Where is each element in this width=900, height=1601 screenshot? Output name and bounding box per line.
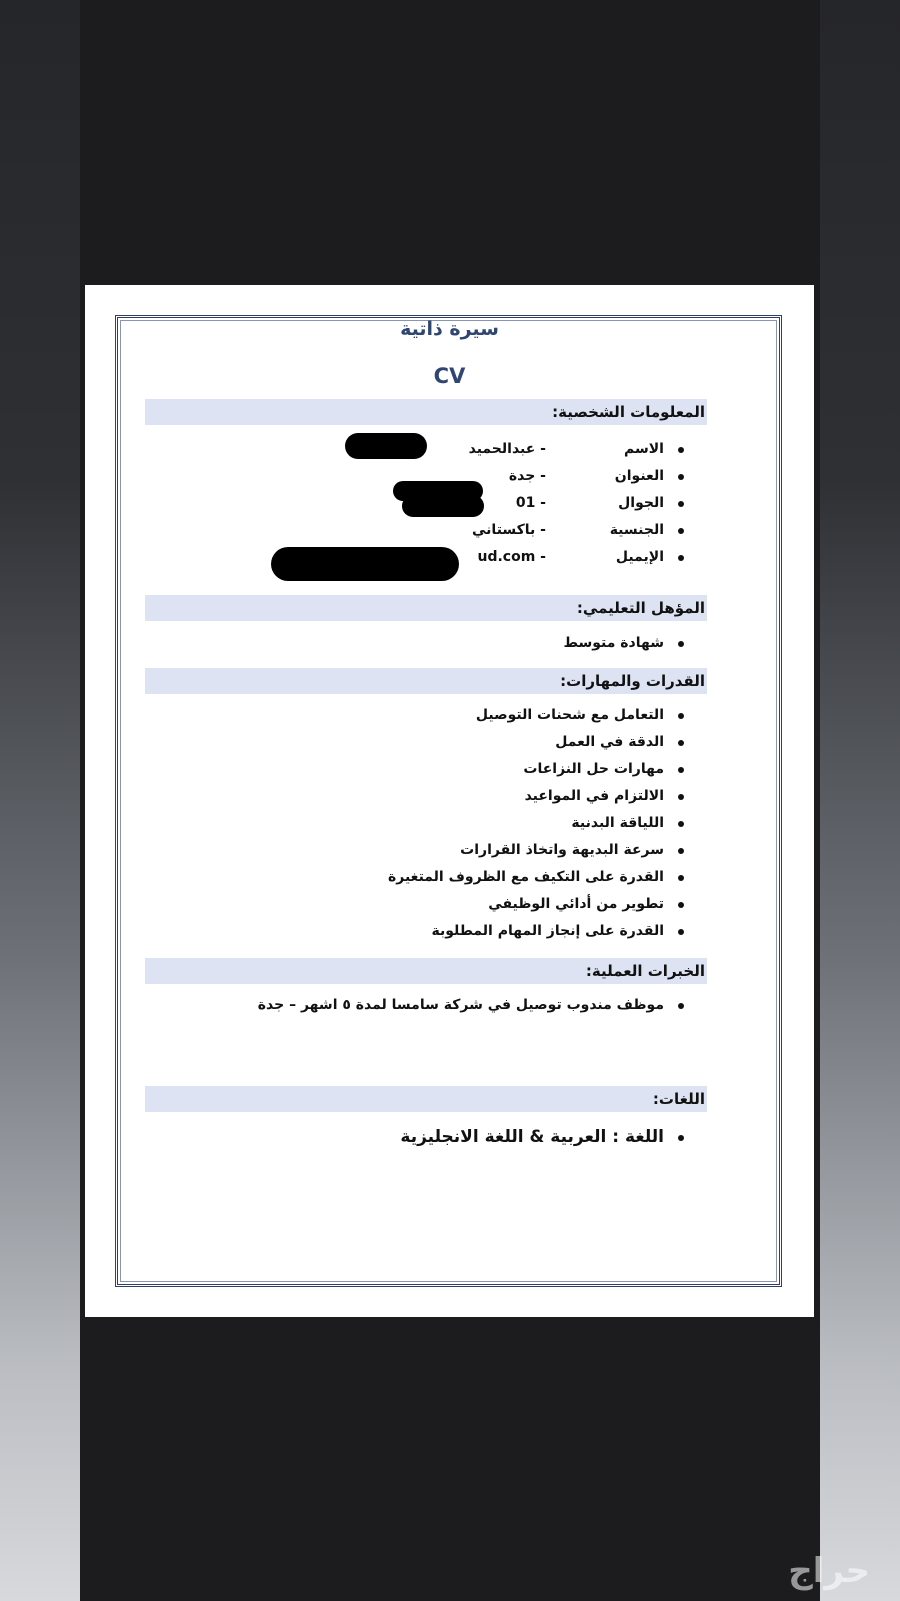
bullet: [678, 641, 684, 647]
bullet: [678, 767, 684, 773]
list-item: [388, 810, 664, 837]
info-row-mobile: [324, 490, 664, 517]
info-label: الاسم: [624, 441, 664, 457]
list-item: [400, 1121, 664, 1153]
info-value: - 01: [515, 495, 546, 511]
section-skills-heading: القدرات والمهارات:: [145, 668, 707, 694]
list-item: [388, 918, 664, 945]
skill-item: القدرة على التكيف مع الظروف المتغيرة: [387, 869, 664, 885]
list-item: [388, 729, 664, 756]
experience-list: [258, 992, 664, 1019]
skill-item: تطوير من أدائي الوظيفي: [488, 896, 664, 912]
cv-page: [85, 285, 814, 1317]
list-item: [563, 630, 664, 657]
skill-item: اللياقة البدنية: [571, 815, 664, 831]
list-item: [388, 702, 664, 729]
bullet: [678, 1003, 684, 1009]
education-item: شهادة متوسط: [563, 635, 664, 651]
section-languages-heading: اللغات:: [145, 1086, 707, 1112]
right-blur-panel: [820, 0, 900, 1601]
section-personal-heading: المعلومات الشخصية:: [145, 399, 707, 425]
info-value: - باكستاني: [472, 522, 546, 538]
skill-item: الدقة في العمل: [555, 734, 664, 750]
skill-item: التعامل مع شحنات التوصيل: [475, 707, 664, 723]
bullet: [678, 528, 684, 534]
info-value: - ud.com: [477, 549, 546, 565]
skills-list: [388, 702, 664, 945]
cv-title-arabic: سيرة ذاتية: [400, 318, 499, 340]
skill-item: القدرة على إنجاز المهام المطلوبة: [431, 923, 664, 939]
bullet: [678, 740, 684, 746]
list-item: [388, 756, 664, 783]
cv-title-english: CV: [433, 364, 466, 388]
info-label: العنوان: [614, 468, 664, 484]
bullet: [678, 929, 684, 935]
experience-item: موظف مندوب توصيل في شركة سامسا لمدة ٥ اشهر – جدة: [257, 997, 664, 1013]
list-item: [258, 992, 664, 1019]
skill-item: مهارات حل النزاعات: [523, 761, 664, 777]
bullet: [678, 821, 684, 827]
list-item: [388, 783, 664, 810]
info-value: - عبدالحميد: [468, 441, 546, 457]
info-label: الجنسية: [609, 522, 664, 538]
languages-list: [400, 1121, 664, 1153]
haraj-watermark: حراج: [788, 1551, 870, 1591]
left-blur-panel: [0, 0, 80, 1601]
redaction-mark: [345, 433, 427, 459]
skill-item: سرعة البديهة واتخاذ القرارات: [460, 842, 664, 858]
list-item: [388, 891, 664, 918]
language-item: اللغة : العربية & اللغة الانجليزية: [400, 1127, 664, 1147]
info-value: - جدة: [508, 468, 546, 484]
info-label: الجوال: [618, 495, 664, 511]
bullet: [678, 501, 684, 507]
section-experience-heading: الخبرات العملية:: [145, 958, 707, 984]
bullet: [678, 848, 684, 854]
skill-item: الالتزام في المواعيد: [524, 788, 664, 804]
list-item: [388, 864, 664, 891]
redaction-mark: [402, 495, 484, 517]
info-row-address: [324, 463, 664, 490]
bullet: [678, 794, 684, 800]
bullet: [678, 447, 684, 453]
bullet: [678, 1135, 684, 1141]
education-list: [563, 630, 664, 657]
bullet: [678, 713, 684, 719]
bullet: [678, 555, 684, 561]
section-education-heading: المؤهل التعليمي:: [145, 595, 707, 621]
info-label: الإيميل: [615, 549, 664, 565]
bullet: [678, 902, 684, 908]
redaction-mark: [271, 547, 459, 581]
bullet: [678, 875, 684, 881]
bullet: [678, 474, 684, 480]
list-item: [388, 837, 664, 864]
info-row-nationality: [324, 517, 664, 544]
